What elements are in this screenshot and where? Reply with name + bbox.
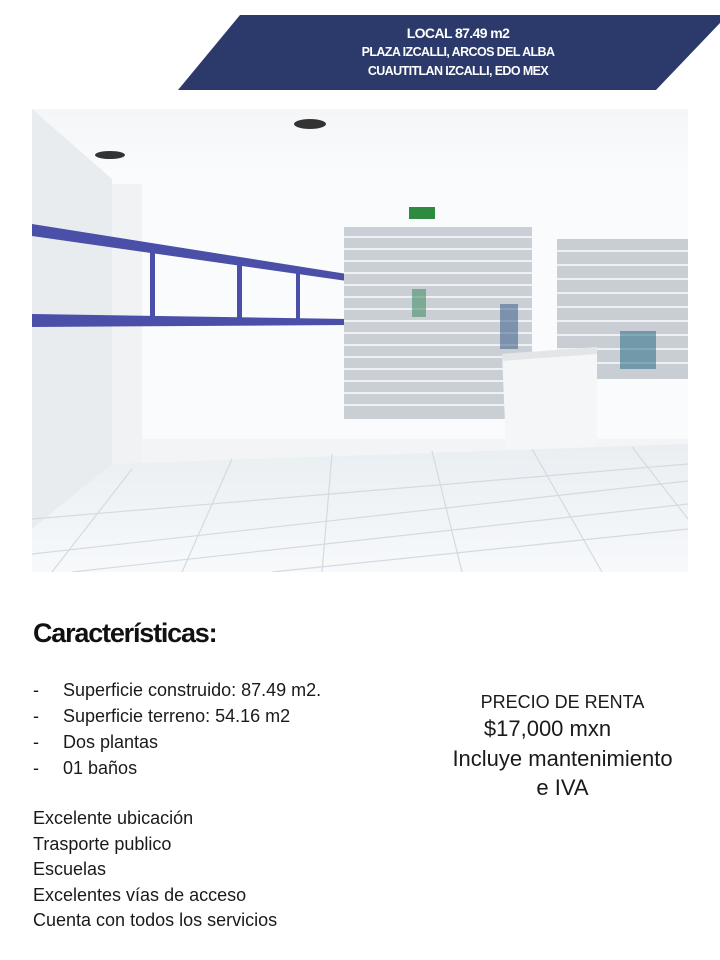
list-item (33, 677, 321, 703)
list-item (33, 729, 321, 755)
price-includes-tax: e IVA (536, 775, 589, 800)
banner-city: CUAUTITLAN IZCALLI, EDO MEX (367, 64, 549, 78)
amenity-item: Trasporte publico (33, 833, 172, 854)
amenity-item: Cuenta con todos los servicios (33, 910, 278, 930)
bullet-dash: - (33, 758, 39, 778)
banner-title: LOCAL 87.49 m2 (406, 25, 510, 41)
price-includes: Incluye mantenimiento (452, 746, 673, 771)
amenities-list (33, 806, 277, 934)
amenity-item: Excelente ubicación (33, 808, 194, 828)
banner-text (178, 15, 720, 90)
store-interior-photo (32, 109, 688, 572)
photo-illustration (32, 109, 688, 572)
list-item (33, 755, 321, 781)
price-amount: $17,000 mxn (483, 716, 612, 741)
title-banner (178, 15, 720, 90)
feature-text: 01 baños (63, 758, 138, 778)
feature-text: Superficie terreno: 54.16 m2 (63, 706, 291, 726)
list-item (33, 703, 321, 729)
amenity-item: Escuelas (33, 859, 107, 879)
features-list (33, 677, 321, 781)
feature-text: Superficie construido: 87.49 m2. (63, 680, 322, 700)
bullet-dash: - (33, 706, 39, 726)
bullet-dash: - (33, 732, 39, 752)
price-label: PRECIO DE RENTA (480, 692, 645, 712)
features-heading: Características: (33, 618, 217, 648)
bullet-dash: - (33, 680, 39, 700)
amenity-item: Excelentes vías de acceso (33, 884, 247, 905)
feature-text: Dos plantas (63, 732, 159, 752)
price-block (430, 690, 695, 802)
banner-location: PLAZA IZCALLI, ARCOS DEL ALBA (361, 45, 555, 59)
